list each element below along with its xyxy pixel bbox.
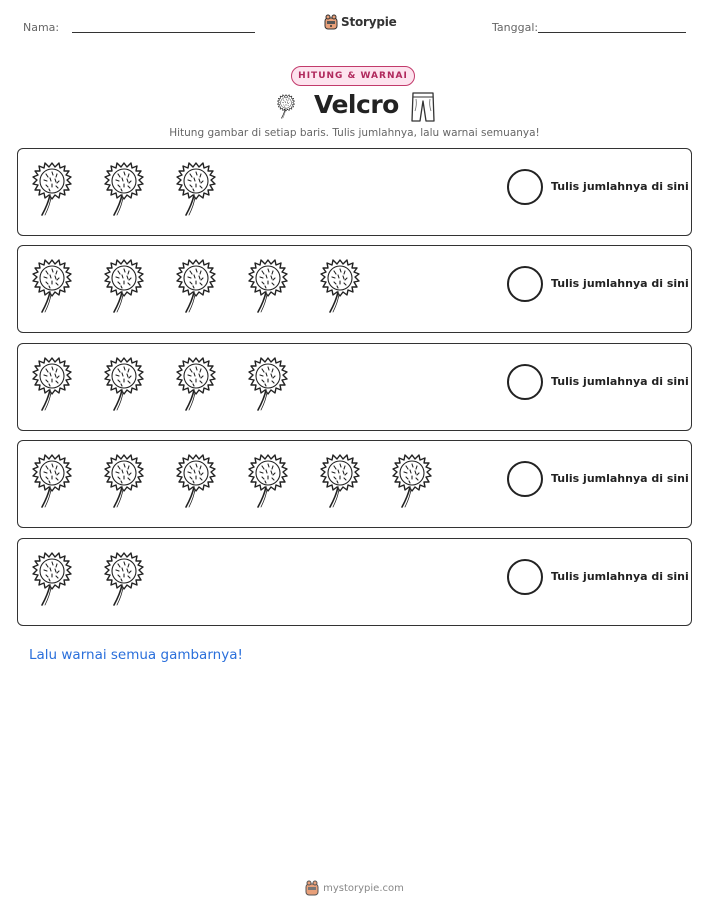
burdock-burr-icon — [172, 449, 220, 511]
count-row — [17, 245, 692, 333]
brand — [324, 14, 397, 30]
burdock-burr-icon — [172, 352, 220, 414]
burdock-burr-icon — [28, 157, 76, 219]
burdock-burr-icon — [28, 352, 76, 414]
answer-label: Tulis jumlahnya di sini — [551, 375, 689, 388]
burdock-burr-icon — [244, 254, 292, 316]
page-footer — [0, 880, 709, 896]
instructions: Hitung gambar di setiap baris. Tulis jumlahnya, lalu warnai semuanya! — [169, 127, 540, 139]
brand-name: Storypie — [341, 15, 397, 29]
answer-label: Tulis jumlahnya di sini — [551, 180, 689, 193]
burdock-burr-icon — [244, 352, 292, 414]
date-label: Tanggal: — [492, 21, 539, 34]
answer-circle[interactable] — [507, 169, 543, 205]
burdock-burr-icon — [316, 254, 364, 316]
burdock-burr-icon — [244, 449, 292, 511]
burdock-burr-icon — [100, 352, 148, 414]
activity-badge: HITUNG & WARNAI — [291, 66, 415, 86]
burdock-burr-icon — [100, 157, 148, 219]
burdock-burr-icon — [100, 547, 148, 609]
footer-site: mystorypie.com — [323, 882, 404, 894]
burdock-burr-icon — [28, 254, 76, 316]
count-row — [17, 343, 692, 431]
storypie-logo-icon — [324, 14, 338, 30]
count-row — [17, 440, 692, 528]
coloring-note: Lalu warnai semua gambarnya! — [29, 647, 243, 663]
answer-circle[interactable] — [507, 266, 543, 302]
name-label: Nama: — [23, 21, 60, 34]
answer-circle[interactable] — [507, 461, 543, 497]
burdock-burr-icon — [388, 449, 436, 511]
title-row — [0, 90, 709, 126]
burdock-burr-icon — [28, 547, 76, 609]
pants-icon — [410, 91, 436, 123]
burdock-burr-icon — [172, 254, 220, 316]
count-row — [17, 538, 692, 626]
burdock-burr-icon — [100, 449, 148, 511]
burdock-burr-icon — [316, 449, 364, 511]
name-line — [72, 32, 255, 33]
burdock-burr-icon — [172, 157, 220, 219]
count-row — [17, 148, 692, 236]
answer-label: Tulis jumlahnya di sini — [551, 277, 689, 290]
answer-circle[interactable] — [507, 559, 543, 595]
answer-label: Tulis jumlahnya di sini — [551, 570, 689, 583]
storypie-footer-logo-icon — [305, 880, 319, 896]
answer-label: Tulis jumlahnya di sini — [551, 472, 689, 485]
answer-circle[interactable] — [507, 364, 543, 400]
date-line — [538, 32, 686, 33]
burdock-burr-icon — [274, 92, 298, 120]
page-title: Velcro — [314, 90, 399, 119]
page-header — [0, 14, 709, 44]
burdock-burr-icon — [100, 254, 148, 316]
burdock-burr-icon — [28, 449, 76, 511]
